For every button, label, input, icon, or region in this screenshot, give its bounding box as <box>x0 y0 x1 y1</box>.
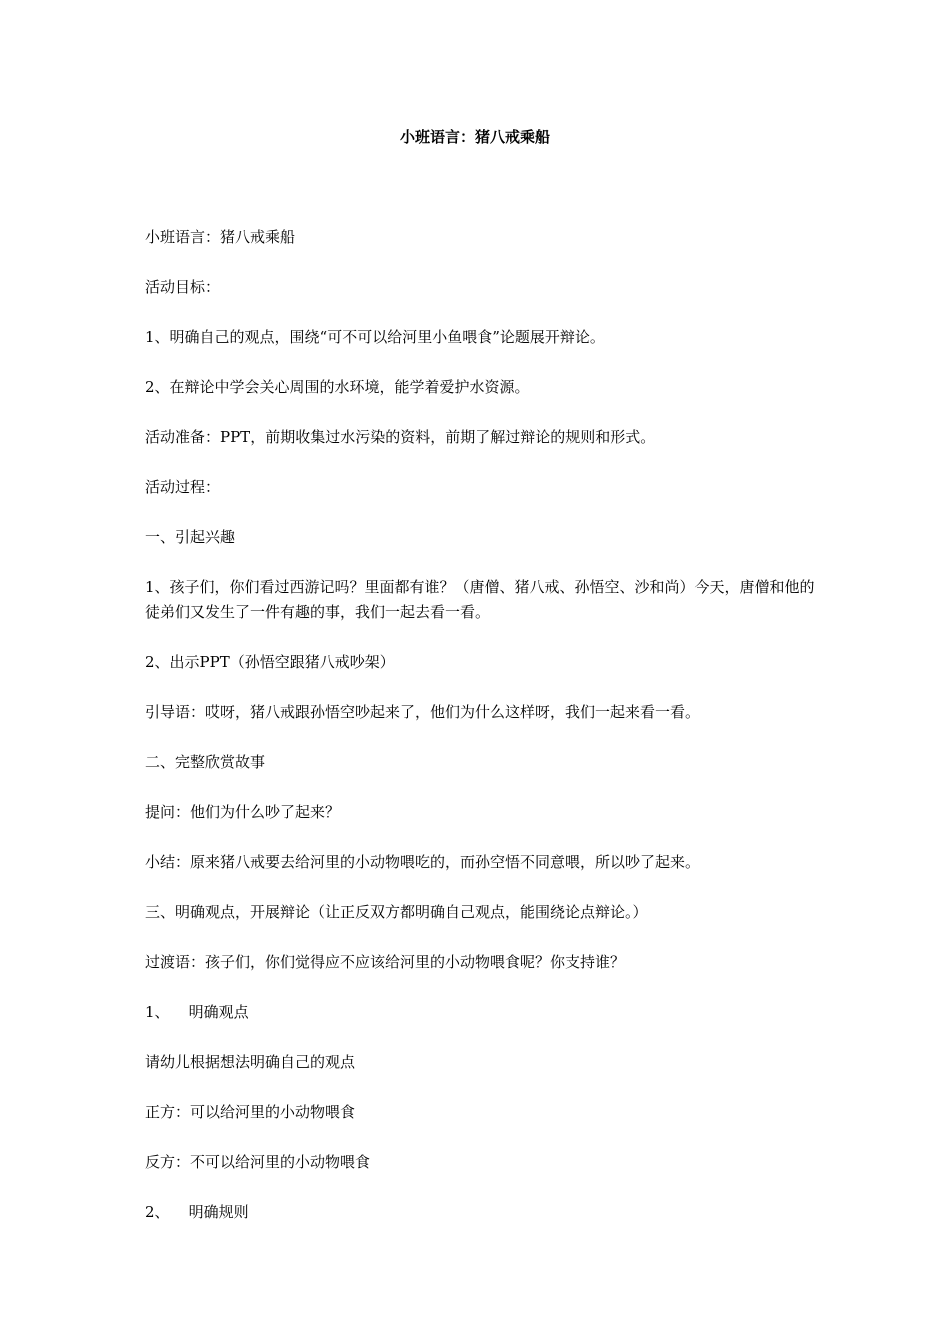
document-body <box>145 225 825 1250</box>
paragraph-guide: 引导语：哎呀，猪八戒跟孙悟空吵起来了，他们为什么这样呀，我们一起来看一看。 <box>145 703 701 721</box>
paragraph-goal-1: 1、明确自己的观点，围绕“可不可以给河里小鱼喂食”论题展开辩论。 <box>145 328 605 346</box>
paragraph-section-3: 三、明确观点，开展辩论（让正反双方都明确自己观点，能围绕论点辩论。） <box>145 903 648 921</box>
paragraph-step-1-1: 1、孩子们，你们看过西游记吗？里面都有谁？（唐僧、猪八戒、孙悟空、沙和尚）今天，唐僧和他的徒弟们又发生了一件有趣的事，我们一起去看一看。 <box>145 578 815 621</box>
paragraph-section-1: 一、引起兴趣 <box>145 528 236 546</box>
paragraph-transition: 过渡语：孩子们，你们觉得应不应该给河里的小动物喂食呢？你支持谁？ <box>145 953 626 971</box>
paragraph-step-1-2: 2、出示PPT（孙悟空跟猪八戒吵架） <box>145 653 395 671</box>
paragraph-section-2: 二、完整欣赏故事 <box>145 753 266 771</box>
paragraph-affirmative: 正方：可以给河里的小动物喂食 <box>145 1103 356 1121</box>
document-title: 小班语言：猪八戒乘船 <box>399 128 550 146</box>
paragraph-step-3-2: 2、 明确规则 <box>145 1203 249 1221</box>
paragraph-goals-label: 活动目标： <box>145 278 221 296</box>
paragraph-instruction: 请幼儿根据想法明确自己的观点 <box>145 1053 356 1071</box>
paragraph-goal-2: 2、在辩论中学会关心周围的水环境，能学着爱护水资源。 <box>145 378 530 396</box>
paragraph-step-3-1: 1、 明确观点 <box>145 1003 249 1021</box>
paragraph-summary: 小结：原来猪八戒要去给河里的小动物喂吃的，而孙空悟不同意喂，所以吵了起来。 <box>145 853 701 871</box>
paragraph-negative: 反方：不可以给河里的小动物喂食 <box>145 1153 371 1171</box>
paragraph-preparation: 活动准备：PPT，前期收集过水污染的资料，前期了解过辩论的规则和形式。 <box>145 428 656 446</box>
paragraph-question: 提问：他们为什么吵了起来？ <box>145 803 341 821</box>
paragraph-heading: 小班语言：猪八戒乘船 <box>145 228 296 246</box>
paragraph-process-label: 活动过程： <box>145 478 221 496</box>
